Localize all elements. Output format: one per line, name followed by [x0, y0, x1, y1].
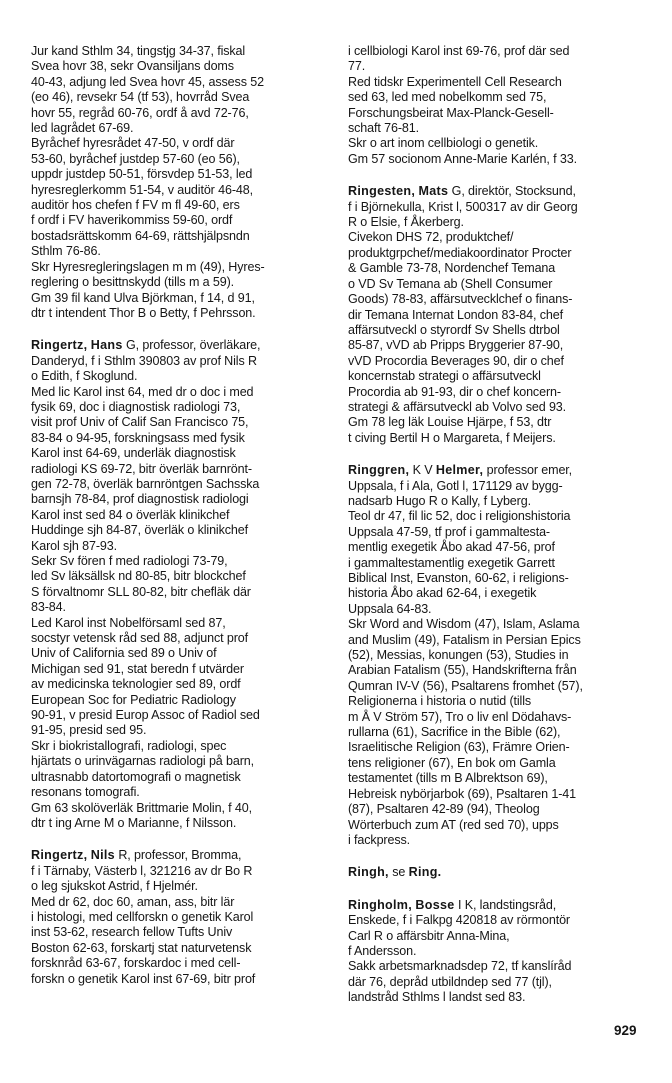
text-line: R o Elsie, f Åkerberg.: [348, 215, 464, 230]
text-line: bostadsrättskomm 64-69, rättshjälpsndn: [31, 228, 250, 243]
entry-header-line: [31, 848, 347, 863]
entry-paragraph: [348, 75, 648, 137]
text-line: fysik 69, doc i diagnostisk radiologi 73,: [31, 399, 241, 414]
text-line: i histologi, med cellforskn o genetik Karol: [31, 909, 254, 924]
entry-surname: Ringgren,: [348, 463, 410, 478]
text-line: Huddinge sjh 84-87, överläk o klinikchef: [31, 523, 248, 538]
entry-header-line: [348, 865, 648, 880]
entry-surname: Ringholm,: [348, 897, 413, 912]
text-line: Karol sjh 87-93.: [31, 538, 117, 553]
entry-surname: Ringesten,: [348, 184, 416, 199]
entry-header-line: [348, 463, 648, 478]
entry-header-rest: I K, landstingsråd,: [454, 897, 557, 912]
entry-paragraph: [31, 291, 347, 322]
entry-paragraph: [31, 864, 347, 895]
text-line: f i Björnekulla, Krist l, 500317 av dir Georg: [348, 199, 578, 214]
entry-paragraph: [348, 509, 648, 617]
text-line: hyresreglerkomm 51-54, v auditör 46-48,: [31, 182, 253, 197]
text-line: Teol dr 47, fil lic 52, doc i religionshistoria: [348, 509, 571, 524]
text-line: Israelitische Religion (63), Främre Orien-: [348, 740, 570, 755]
text-line: Skr i biokristallografi, radiologi, spec: [31, 738, 227, 753]
text-line: Qumran IV-V (56), Psaltarens fromhet (57),: [348, 678, 583, 693]
entry-surname: Ringertz,: [31, 848, 88, 863]
text-line: Byråchef hyresrådet 47-50, v ordf där: [31, 136, 235, 151]
entry-initials: K V: [412, 463, 436, 478]
biography-entry: [348, 44, 648, 167]
entry-paragraph: [348, 617, 648, 848]
entry-paragraph: [348, 479, 648, 510]
text-line: sed 63, led med nobelkomm sed 75,: [348, 90, 547, 105]
text-line: Arabian Fatalism (55), Handskrifterna från: [348, 663, 577, 678]
entry-firstname: Hans: [90, 338, 123, 353]
text-line: historia Åbo akad 62-64, i exegetik: [348, 586, 537, 601]
text-line: Danderyd, f i Sthlm 390803 av prof Nils R: [31, 353, 257, 368]
entry-paragraph: [31, 136, 347, 259]
entry-firstname: Ring.: [408, 865, 442, 880]
text-line: Forschungsbeirat Max-Planck-Gesell-: [348, 105, 554, 120]
text-line: Karol inst 64-69, underläk diagnostisk: [31, 446, 236, 461]
text-line: S förvaltnomr SLL 80-82, bitr chefläk där: [31, 584, 251, 599]
text-line: f i Tärnaby, Västerb l, 321216 av dr Bo R: [31, 863, 253, 878]
text-line: 53-60, byråchef justdep 57-60 (eo 56),: [31, 151, 240, 166]
text-line: radiologi KS 69-72, bitr överläk barnrönt-: [31, 461, 252, 476]
entry-surname: Ringertz,: [31, 338, 88, 353]
entry-paragraph: [348, 44, 648, 75]
text-line: Carl R o affärsbitr Anna-Mina,: [348, 928, 510, 943]
entry-header-line: [348, 898, 648, 913]
biography-entry: [31, 44, 347, 321]
entry-paragraph: [348, 959, 648, 1005]
text-line: landstråd Sthlms l landst sed 83.: [348, 990, 526, 1005]
entry-header-rest: R, professor, Bromma,: [114, 848, 242, 863]
entry-firstname: Nils: [90, 848, 115, 863]
text-line: socstyr vetensk råd sed 88, adjunct prof: [31, 631, 248, 646]
text-line: Univ of California sed 89 o Univ of: [31, 646, 217, 661]
text-line: dir Temana Internat London 83-84, chef: [348, 307, 563, 322]
text-line: Gm 57 socionom Anne-Marie Karlén, f 33.: [348, 151, 577, 166]
text-line: i cellbiologi Karol inst 69-76, prof där sed: [348, 44, 570, 58]
entry-paragraph: [31, 354, 347, 385]
text-line: European Soc for Pediatric Radiology: [31, 692, 236, 707]
text-line: mentlig exegetik Åbo akad 47-56, prof: [348, 540, 555, 555]
text-line: uppdr justdep 50-51, försvdep 51-53, led: [31, 167, 253, 182]
text-line: o VD Sv Temana ab (Shell Consumer: [348, 276, 553, 291]
text-line: i fackpress.: [348, 832, 411, 847]
text-line: schaft 76-81.: [348, 121, 419, 136]
entry-paragraph: [31, 44, 347, 136]
text-line: Uppsala, f i Ala, Gotl l, 171129 av bygg-: [348, 478, 563, 493]
entry-paragraph: [348, 913, 648, 959]
text-line: Goods) 78-83, affärsutvecklchef o finans-: [348, 292, 573, 307]
biography-entry: [31, 338, 347, 831]
text-line: & Gamble 73-78, Nordenchef Temana: [348, 261, 556, 276]
text-line: rullarna (61), Sacrifice in the Bible (62),: [348, 725, 561, 740]
text-line: nadsarb Hugo R o Kally, f Lyberg.: [348, 493, 531, 508]
left-column: [31, 44, 347, 1004]
entry-paragraph: [31, 385, 347, 554]
text-line: koncernstab strategi o affärsutveckl: [348, 369, 541, 384]
entry-paragraph: [31, 554, 347, 616]
entry-paragraph: [31, 801, 347, 832]
text-line: inst 53-62, research fellow Tufts Univ: [31, 925, 233, 940]
entry-paragraph: [31, 739, 347, 801]
text-line: testamentet (tills m B Albrektson 69),: [348, 771, 548, 786]
entry-firstname: Bosse: [415, 897, 455, 912]
entry-paragraph: [31, 616, 347, 739]
text-line: 40-43, adjung led Svea hovr 45, assess 52: [31, 74, 264, 89]
entry-paragraph: [348, 230, 648, 415]
text-line: Jur kand Sthlm 34, tingstjg 34-37, fiskal: [31, 44, 246, 58]
text-line: produktgrpchef/mediakoordinator Procter: [348, 245, 572, 260]
entry-paragraph: [348, 200, 648, 231]
entry-header-line: [348, 184, 648, 199]
text-line: Red tidskr Experimentell Cell Research: [348, 74, 562, 89]
entry-header-line: [31, 338, 347, 353]
text-line: o leg sjukskot Astrid, f Hjelmér.: [31, 879, 198, 894]
biography-entry: [348, 463, 648, 848]
text-line: vVD Procordia Beverages 90, dir o chef: [348, 353, 564, 368]
text-line: Skr Hyresregleringslagen m m (49), Hyres-: [31, 259, 265, 274]
text-line: m Å V Ström 57), Tro o liv enl Dödahavs-: [348, 709, 572, 724]
text-line: visit prof Univ of Calif San Francisco 75,: [31, 415, 249, 430]
text-line: 77.: [348, 59, 366, 74]
text-line: där 76, depråd utbildndep sed 77 (tjl),: [348, 974, 552, 989]
entry-header-rest: professor emer,: [483, 463, 573, 478]
entry-paragraph: [348, 136, 648, 151]
text-line: Wörterbuch zum AT (red sed 70), upps: [348, 817, 559, 832]
text-line: gen 72-78, överläk barnröntgen Sachsska: [31, 476, 260, 491]
entry-reference: se: [392, 865, 409, 880]
text-line: (87), Psaltaren 42-89 (94), Theolog: [348, 802, 540, 817]
biography-entry: [348, 898, 648, 1006]
text-line: Skr o art inom cellbiologi o genetik.: [348, 136, 539, 151]
text-line: Sakk arbetsmarknadsdep 72, tf kanslíråd: [348, 959, 572, 974]
text-line: o Edith, f Skoglund.: [31, 369, 138, 384]
text-line: led Sv läksällsk nd 80-85, bitr blockchef: [31, 569, 246, 584]
biography-entry: [348, 865, 648, 880]
text-line: Med lic Karol inst 64, med dr o doc i med: [31, 384, 254, 399]
text-line: Enskede, f i Falkpg 420818 av rörmontör: [348, 913, 570, 928]
entry-header-rest: G, professor, överläkare,: [122, 338, 261, 353]
text-line: 83-84 o 94-95, forskningsass med fysik: [31, 430, 245, 445]
text-line: Boston 62-63, forskartj stat naturvetensk: [31, 940, 252, 955]
biography-entry: [348, 184, 648, 446]
text-line: reglering o besittnskydd (tills m a 59).: [31, 275, 235, 290]
text-line: forskn o genetik Karol inst 67-69, bitr prof: [31, 971, 256, 986]
entry-paragraph: [348, 152, 648, 167]
text-line: Civekon DHS 72, produktchef/: [348, 230, 514, 245]
entry-paragraph: [348, 415, 648, 446]
text-line: Med dr 62, doc 60, aman, ass, bitr lär: [31, 894, 235, 909]
text-line: auditör hos chefen f FV m fl 49-60, ers: [31, 198, 240, 213]
right-column: [348, 44, 648, 1023]
text-line: ultrasnabb datortomografi o magnetisk: [31, 769, 241, 784]
text-line: Gm 78 leg läk Louise Hjärpe, f 53, dtr: [348, 415, 552, 430]
text-line: Procordia ab 91-93, dir o chef koncern-: [348, 384, 561, 399]
text-line: (eo 46), revsekr 54 (tf 53), hovrråd Svea: [31, 90, 250, 105]
text-line: led lagrådet 67-69.: [31, 121, 134, 136]
biography-entry: [31, 848, 347, 987]
text-line: barnsjh 78-84, prof diagnostisk radiologi: [31, 492, 249, 507]
text-line: resonans tomografi.: [31, 785, 140, 800]
text-line: hovr 55, regråd 60-76, ordf å avd 72-76,: [31, 105, 249, 120]
text-line: 90-91, v presid Europ Assoc of Radiol sed: [31, 708, 260, 723]
entry-header-rest: G, direktör, Stocksund,: [448, 184, 576, 199]
text-line: affärsutveckl o styrordf Sv Shells dtrbol: [348, 322, 560, 337]
text-line: f Andersson.: [348, 943, 417, 958]
text-line: Uppsala 64-83.: [348, 601, 432, 616]
text-line: dtr t ing Arne M o Marianne, f Nilsson.: [31, 815, 237, 830]
text-line: Biblical Inst, Evanston, 60-62, i religions-: [348, 571, 569, 585]
text-line: Led Karol inst Nobelförsaml sed 87,: [31, 615, 226, 630]
entry-firstname: Mats: [418, 184, 449, 199]
text-line: 85-87, vVD ab Pripps Bryggerier 87-90,: [348, 338, 564, 353]
text-line: 91-95, presid sed 95.: [31, 723, 147, 738]
entry-paragraph: [31, 895, 347, 987]
text-line: t civing Bertil H o Margareta, f Meijers.: [348, 430, 556, 445]
entry-firstname: Helmer,: [435, 463, 484, 478]
text-line: f ordf i FV haverikommiss 59-60, ordf: [31, 213, 233, 228]
text-line: Gm 39 fil kand Ulva Björkman, f 14, d 91,: [31, 290, 255, 305]
text-line: Sthlm 76-86.: [31, 244, 101, 259]
page-number: 929: [614, 1023, 637, 1038]
text-line: hjärtats o urinvägarnas radiologi på barn,: [31, 754, 255, 769]
text-line: Svea hovr 38, sekr Ovansiljans doms: [31, 59, 234, 74]
text-line: dtr t intendent Thor B o Betty, f Pehrsson.: [31, 305, 256, 320]
text-line: Sekr Sv fören f med radiologi 73-79,: [31, 554, 228, 568]
text-line: Skr Word and Wisdom (47), Islam, Aslama: [348, 617, 580, 632]
text-line: forsknråd 63-67, forskardoc i med cell-: [31, 956, 241, 971]
text-line: Michigan sed 91, stat beredn f utvärder: [31, 661, 244, 676]
text-line: (52), Messias, konungen (53), Studies in: [348, 648, 569, 663]
text-line: tens religioner (67), En bok om Gamla: [348, 755, 556, 770]
text-line: av medicinska teknologier sed 89, ordf: [31, 677, 241, 692]
text-line: Hebreisk nybörjarbok (69), Psaltaren 1-41: [348, 786, 577, 801]
text-line: and Muslim (49), Fatalism in Persian Epics: [348, 632, 581, 647]
text-line: Uppsala 47-59, tf prof i gammaltesta-: [348, 524, 550, 539]
text-line: 83-84.: [31, 600, 66, 615]
text-line: strategi & affärsutveckl ab Volvo sed 93.: [348, 399, 567, 414]
entry-paragraph: [31, 260, 347, 291]
text-line: Karol inst sed 84 o överläk klinikchef: [31, 507, 230, 522]
text-line: i gammaltestamentlig exegetik Garrett: [348, 555, 555, 570]
text-line: Gm 63 skolöverläk Brittmarie Molin, f 40,: [31, 800, 252, 815]
text-line: Religionerna i historia o nutid (tills: [348, 694, 532, 709]
entry-surname: Ringh,: [348, 865, 389, 880]
